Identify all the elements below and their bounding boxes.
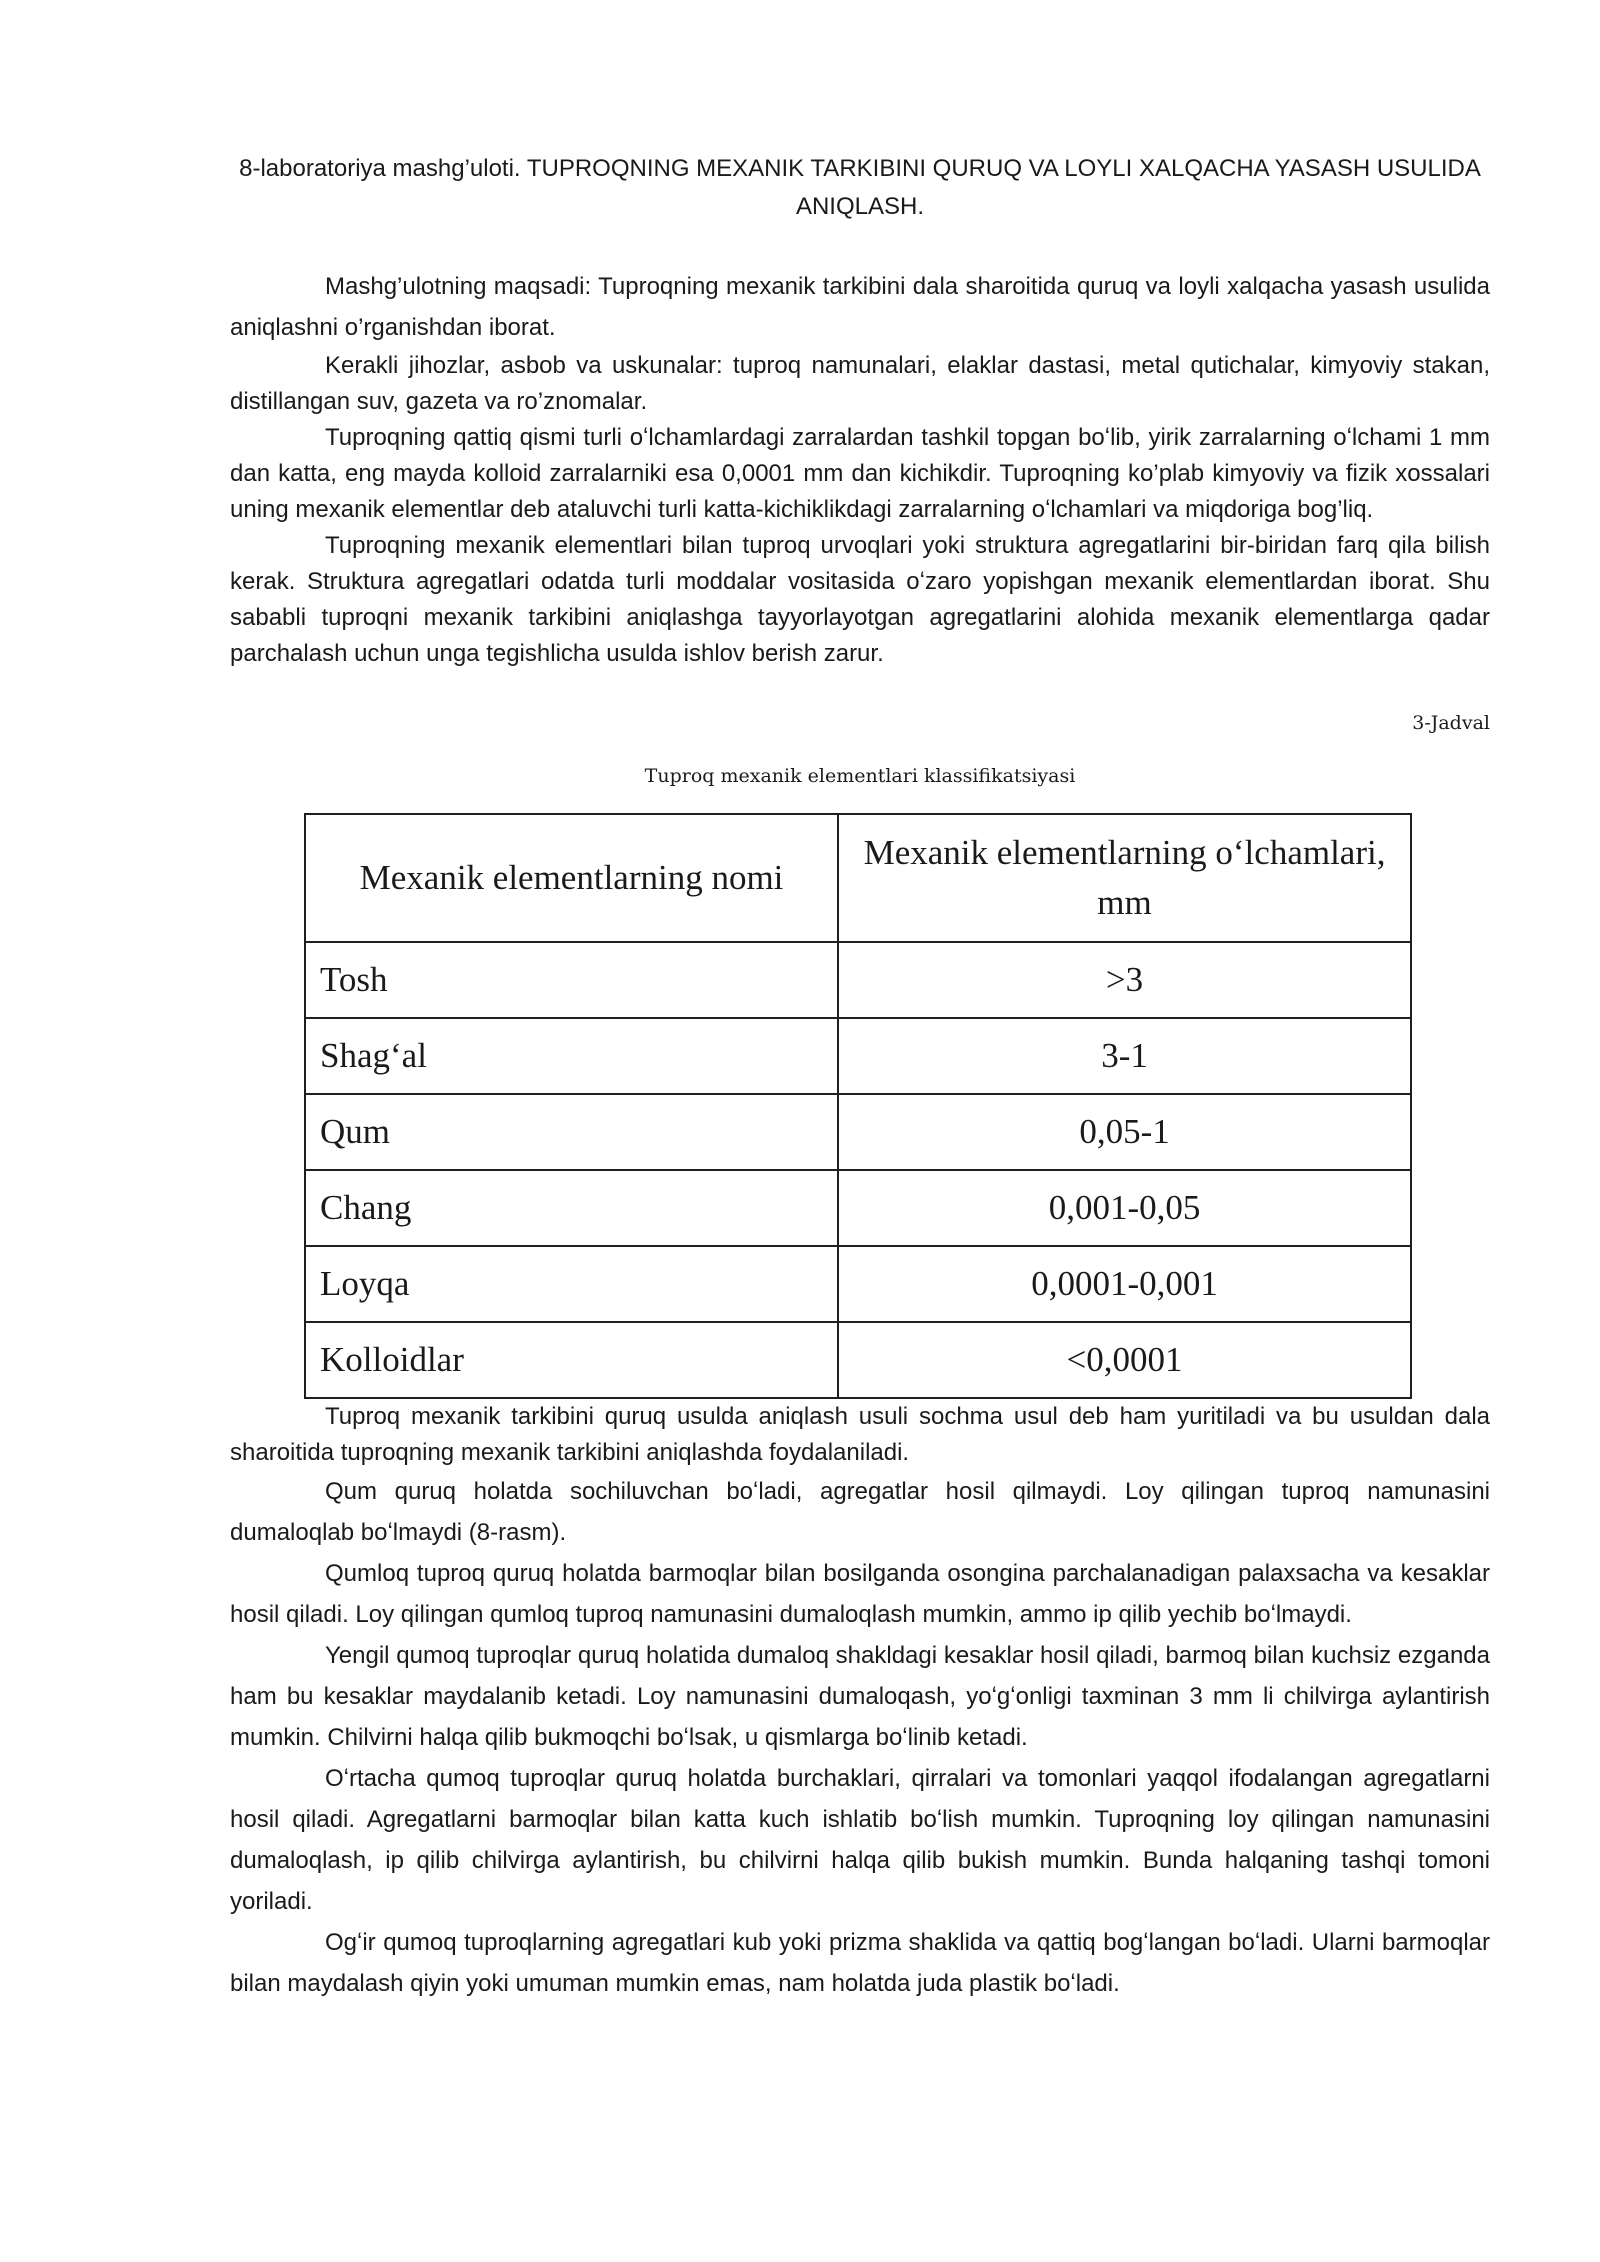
element-size-cell: >3 (838, 942, 1411, 1018)
table-row (305, 1246, 1411, 1322)
table-number-label: 3-Jadval (1412, 712, 1490, 734)
method-section (230, 1399, 1490, 2004)
paragraph-sand: Qum quruq holatda sochiluvchan boʻladi, agregatlar hosil qilmaydi. Loy qilingan tuproq namunasini dumaloqlab boʻlmaydi (8-rasm). (230, 1478, 1490, 1546)
paragraph-equipment: Kerakli jihozlar, asbob va uskunalar: tuproq namunalari, elaklar dastasi, metal qutichalar, kimyoviy stakan, distillangan suv, gazeta va ro’znomalar. (230, 352, 1490, 415)
element-name-cell: Qum (305, 1094, 838, 1170)
element-name-cell: Tosh (305, 942, 838, 1018)
paragraph-heavy-loam: Ogʻir qumoq tuproqlarning agregatlari kub yoki prizma shaklida va qattiq bogʻlangan boʻladi. Ularni barmoqlar bilan maydalash qiyin yoki umuman mumkin emas, nam holatda juda plastik boʻladi. (230, 1929, 1490, 1997)
element-name-cell: Shagʻal (305, 1018, 838, 1094)
page-title: 8-laboratoriya mashg’uloti. TUPROQNING MEXANIK TARKIBINI QURUQ VA LOYLI XALQACHA YASASH USULIDA ANIQLASH. (239, 155, 1481, 220)
table-row (305, 1094, 1411, 1170)
mechanical-elements-table (304, 813, 1412, 1399)
table-row (305, 942, 1411, 1018)
paragraph-aggregates: Tuproqning mexanik elementlari bilan tuproq urvoqlari yoki struktura agregatlarini bir-biridan farq qila bilish kerak. Struktura agregatlari odatda turli moddalar vositasida oʻzaro yopishgan mexanik elementlardan iborat. Shu sababli tuproqni mexanik tarkibini aniqlashga tayyorlayotgan agregatlarini alohida mexanik elementlarga qadar parchalash uchun unga tegishlicha usulda ishlov berish zarur. (230, 532, 1490, 667)
paragraph-purpose: Mashg’ulotning maqsadi: Tuproqning mexanik tarkibini dala sharoitida quruq va loyli xalqacha yasash usulida aniqlashni o’rganishdan iborat. (230, 273, 1490, 341)
paragraph-solid-part: Tuproqning qattiq qismi turli oʻlchamlardagi zarralardan tashkil topgan boʻlib, yirik zarralarning oʻlchami 1 mm dan katta, eng mayda kolloid zarralarniki esa 0,0001 mm dan kichikdir. Tuproqning ko’plab kimyoviy va fizik xossalari uning mexanik elementlar deb ataluvchi turli katta-kichiklikdagi zarralarning oʻlchamlari va miqdoriga bog’liq. (230, 424, 1490, 523)
element-name-cell: Loyqa (305, 1246, 838, 1322)
paragraph-sandy-loam: Qumloq tuproq quruq holatda barmoqlar bilan bosilganda osongina parchalanadigan palaxsacha va kesaklar hosil qiladi. Loy qilingan qumloq tuproq namunasini dumaloqlash mumkin, ammo ip qilib yechib boʻlmaydi. (230, 1560, 1490, 1628)
table-row (305, 1322, 1411, 1398)
element-name-cell: Kolloidlar (305, 1322, 838, 1398)
element-size-cell: 0,0001-0,001 (838, 1246, 1411, 1322)
table-header-size: Mexanik elementlarning oʻlchamlari, mm (838, 814, 1411, 942)
paragraph-light-loam: Yengil qumoq tuproqlar quruq holatida dumaloq shakldagi kesaklar hosil qiladi, barmoq bilan kuchsiz ezganda ham bu kesaklar maydalanib ketadi. Loy namunasini dumaloqash, yoʻgʻonligi taxminan 3 mm li chilvirga aylantirish mumkin. Chilvirni halqa qilib bukmoqchi boʻlsak, u qismlarga boʻlinib ketadi. (230, 1642, 1490, 1751)
element-size-cell: 0,05-1 (838, 1094, 1411, 1170)
paragraph-medium-loam: Oʻrtacha qumoq tuproqlar quruq holatda burchaklari, qirralari va tomonlari yaqqol ifodalangan agregatlarni hosil qiladi. Agregatlarni barmoqlar bilan katta kuch ishlatib boʻlish mumkin. Tuproqning loy qilingan namunasini dumaloqlash, ip qilib chilvirga aylantirish, bu chilvirni halqa qilib bukish mumkin. Bunda halqaning tashqi tomoni yoriladi. (230, 1765, 1490, 1915)
element-size-cell: 3-1 (838, 1018, 1411, 1094)
intro-section (230, 266, 1490, 672)
table-row (305, 1018, 1411, 1094)
table-header-name: Mexanik elementlarning nomi (305, 814, 838, 942)
table-row (305, 1170, 1411, 1246)
table-header-row (305, 814, 1411, 942)
element-size-cell: 0,001-0,05 (838, 1170, 1411, 1246)
element-name-cell: Chang (305, 1170, 838, 1246)
paragraph-dry-method: Tuproq mexanik tarkibini quruq usulda aniqlash usuli sochma usul deb ham yuritiladi va bu usuldan dala sharoitida tuproqning mexanik tarkibini aniqlashda foydalaniladi. (230, 1403, 1490, 1466)
element-size-cell: <0,0001 (838, 1322, 1411, 1398)
table-caption: Tuproq mexanik elementlari klassifikatsiyasi (644, 765, 1076, 787)
